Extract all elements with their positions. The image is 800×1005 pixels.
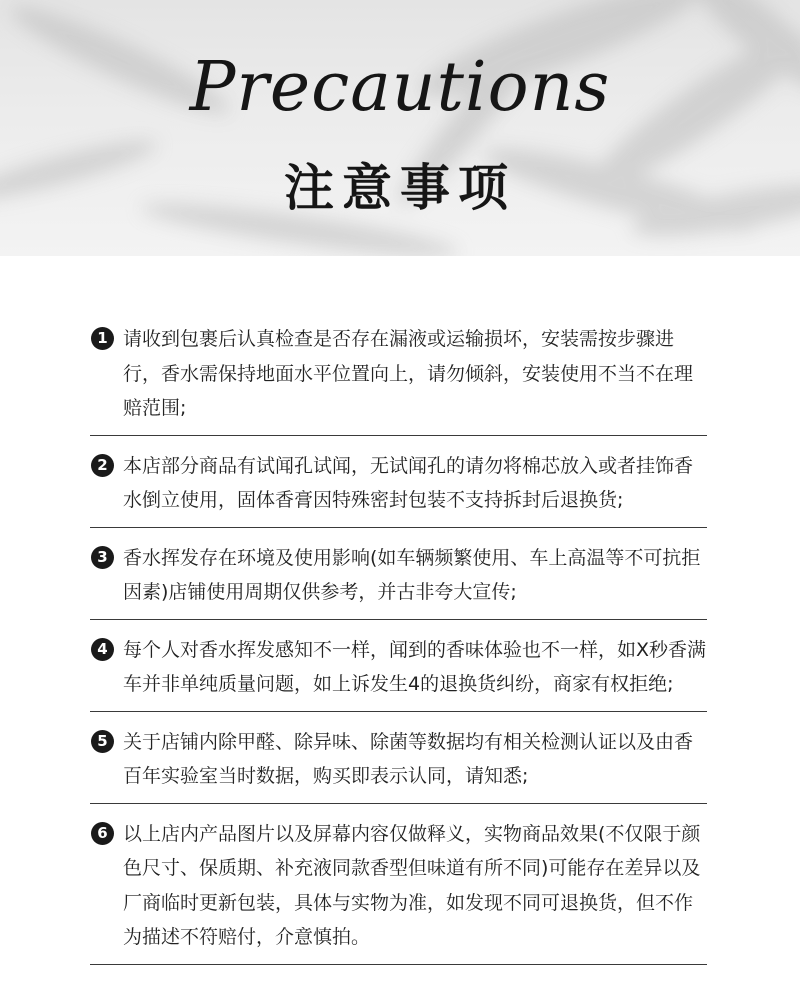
number-badge-icon: 1 — [91, 327, 114, 350]
note-text: 关于店铺内除甲醛、除异味、除菌等数据均有相关检测认证以及由香百年实验室当时数据，购买即表示认同，请知悉; — [123, 730, 694, 787]
number-badge-icon: 5 — [91, 730, 114, 753]
number-badge-icon: 6 — [91, 822, 114, 845]
note-text: 香水挥发存在环境及使用影响(如车辆频繁使用、车上高温等不可抗拒因素)店铺使用周期仅供参考，并古非夸大宣传; — [123, 546, 701, 603]
note-item-4 — [90, 629, 707, 712]
precautions-list — [90, 318, 707, 974]
note-item-6 — [90, 813, 707, 965]
header-banner — [0, 0, 800, 256]
number-badge-icon: 3 — [91, 546, 114, 569]
title-english: Precautions — [189, 48, 611, 127]
note-item-1 — [90, 318, 707, 436]
note-item-2 — [90, 445, 707, 528]
note-text: 本店部分商品有试闻孔试闻，无试闻孔的请勿将棉芯放入或者挂饰香水倒立使用，固体香膏因特殊密封包装不支持拆封后退换货; — [123, 454, 694, 511]
note-text: 请收到包裹后认真检查是否存在漏液或运输损坏，安装需按步骤进行，香水需保持地面水平位置向上，请勿倾斜，安装使用不当不在理赔范围; — [123, 328, 694, 419]
number-badge-icon: 2 — [91, 454, 114, 477]
note-item-3 — [90, 537, 707, 620]
note-text: 以上店内产品图片以及屏幕内容仅做释义，实物商品效果(不仅限于颜色尺寸、保质期、补充液同款香型但味道有所不同)可能存在差异以及厂商临时更新包装，具体与实物为准，如发现不同可退换货，但不作为描述不符赔付，介意慎拍。 — [123, 822, 701, 948]
note-item-5 — [90, 721, 707, 804]
title-chinese: 注意事项 — [284, 158, 516, 217]
number-badge-icon: 4 — [91, 638, 114, 661]
note-text: 每个人对香水挥发感知不一样，闻到的香味体验也不一样，如X秒香满车并非单纯质量问题，如上诉发生4的退换货纠纷，商家有权拒绝; — [123, 638, 707, 695]
